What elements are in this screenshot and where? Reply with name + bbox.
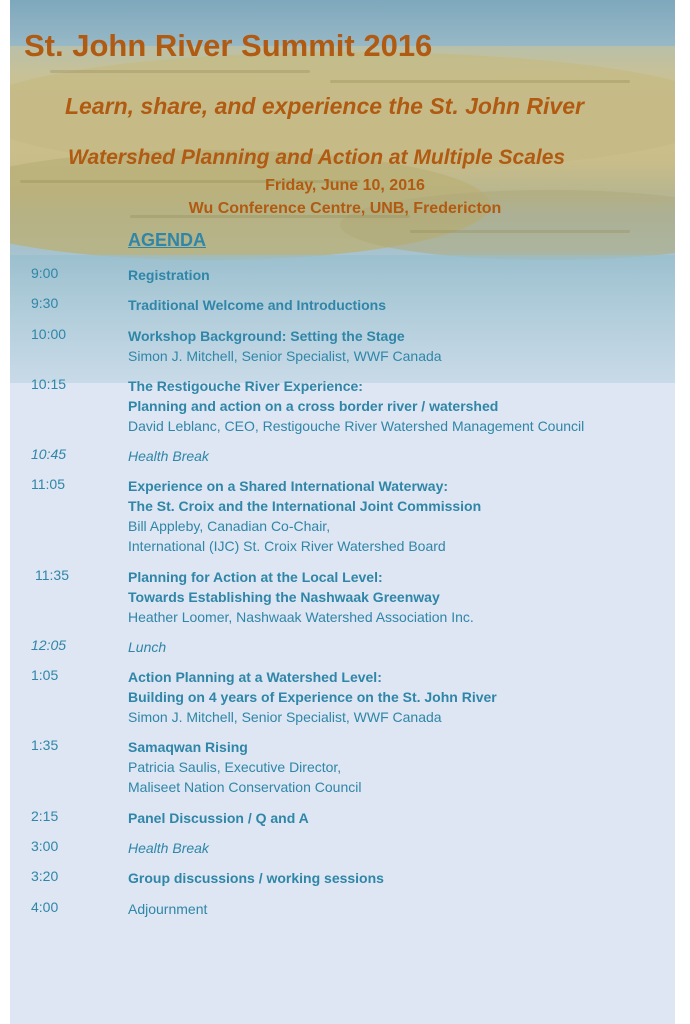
agenda-heading: AGENDA — [128, 230, 207, 250]
agenda-line: Adjournment — [128, 901, 208, 917]
agenda-line: Registration — [128, 267, 210, 283]
agenda-details — [128, 838, 683, 858]
agenda-line: Towards Establishing the Nashwaak Greenway — [128, 589, 440, 605]
agenda-details — [128, 476, 683, 556]
agenda-time: 4:00 — [31, 899, 59, 915]
subtitle: Watershed Planning and Action at Multiple Scales — [68, 146, 566, 169]
tagline: Learn, share, and experience the St. John River — [65, 93, 584, 119]
agenda-line: Building on 4 years of Experience on the St. John River — [128, 689, 497, 705]
agenda-time: 12:05 — [31, 637, 67, 653]
agenda-line: The St. Croix and the International Joint Commission — [128, 498, 482, 514]
agenda-time: 3:00 — [31, 838, 59, 854]
agenda-line: Planning and action on a cross border river / watershed — [128, 398, 499, 414]
event-date: Friday, June 10, 2016 — [265, 177, 425, 194]
agenda-time: 11:35 — [35, 567, 69, 583]
agenda-details — [128, 637, 683, 657]
agenda-line: Panel Discussion / Q and A — [128, 810, 309, 826]
agenda-details — [128, 899, 683, 919]
agenda-line: International (IJC) St. Croix River Watershed Board — [128, 538, 446, 554]
agenda-line: Workshop Background: Setting the Stage — [128, 328, 405, 344]
agenda-line: Traditional Welcome and Introductions — [128, 297, 386, 313]
agenda-line: Simon J. Mitchell, Senior Specialist, WWF Canada — [128, 348, 442, 364]
agenda-details — [128, 376, 683, 436]
agenda-time: 3:20 — [31, 868, 59, 884]
agenda-details — [128, 868, 683, 888]
event-venue: Wu Conference Centre, UNB, Fredericton — [188, 200, 502, 217]
agenda-line: Health Break — [128, 840, 209, 856]
agenda-details — [128, 265, 683, 285]
agenda-line: Simon J. Mitchell, Senior Specialist, WWF Canada — [128, 709, 442, 725]
agenda-time: 10:00 — [31, 326, 67, 342]
agenda-line: Group discussions / working sessions — [128, 870, 384, 886]
agenda-details — [128, 295, 683, 315]
agenda-line: Lunch — [128, 639, 167, 655]
agenda-details — [128, 737, 683, 797]
agenda-line: Experience on a Shared International Waterway: — [128, 478, 449, 494]
agenda-line: Action Planning at a Watershed Level: — [128, 669, 382, 685]
agenda-line: The Restigouche River Experience: — [128, 378, 363, 394]
agenda-time: 10:45 — [31, 446, 67, 462]
agenda-line: Samaqwan Rising — [128, 739, 248, 755]
agenda-details — [128, 808, 683, 828]
agenda-line: Planning for Action at the Local Level: — [128, 569, 383, 585]
agenda-time: 1:05 — [31, 667, 59, 683]
agenda-time: 9:30 — [31, 295, 59, 311]
page-title: St. John River Summit 2016 — [24, 28, 433, 63]
agenda-line: Maliseet Nation Conservation Council — [128, 779, 362, 795]
agenda-details — [128, 567, 683, 627]
agenda-details — [128, 667, 683, 727]
agenda-line: Bill Appleby, Canadian Co-Chair, — [128, 518, 331, 534]
agenda-line: Heather Loomer, Nashwaak Watershed Association Inc. — [128, 609, 474, 625]
agenda-line: Health Break — [128, 448, 209, 464]
agenda-details — [128, 326, 683, 366]
agenda-time: 11:05 — [31, 476, 65, 492]
agenda-time: 1:35 — [31, 737, 59, 753]
agenda-line: Patricia Saulis, Executive Director, — [128, 759, 342, 775]
agenda-time: 2:15 — [31, 808, 59, 824]
agenda-details — [128, 446, 683, 466]
agenda-time: 9:00 — [31, 265, 59, 281]
agenda-time: 10:15 — [31, 376, 67, 392]
agenda-line: David Leblanc, CEO, Restigouche River Watershed Management Council — [128, 418, 585, 434]
